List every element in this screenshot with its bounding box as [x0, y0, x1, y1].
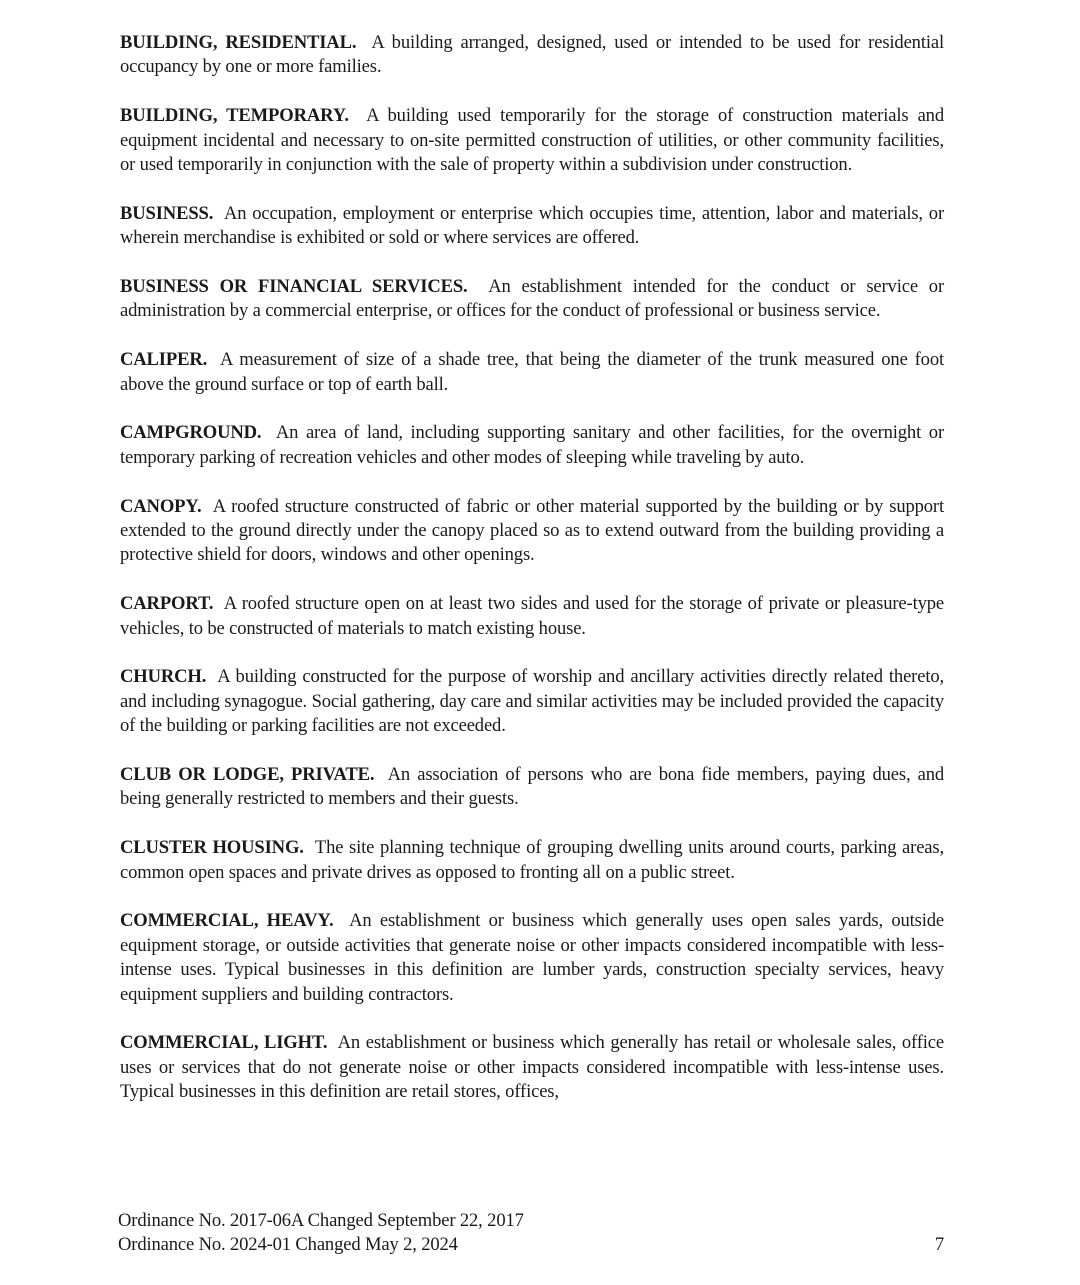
definition-term: BUSINESS OR FINANCIAL SERVICES [120, 276, 464, 298]
definition-term: CAMPGROUND [120, 422, 257, 444]
definition-term: BUSINESS [120, 202, 209, 224]
definition-term: CHURCH [120, 666, 202, 688]
definition-term: CARPORT [120, 593, 209, 615]
definition-entry: CANOPY. A roofed structure constructed of fabric or other material supported by the building or by support extended to the ground directly under the canopy placed so as to extend outward from the building providing a protective shield for doors, windows and other openings. [120, 495, 944, 566]
ordinance-note: Ordinance No. 2017-06A Changed September 22, 2017 [118, 1210, 524, 1231]
definition-text: The site planning technique of grouping dwelling units around courts, parking areas, common open spaces and private drives as opposed to fronting all on a public street. [120, 837, 944, 883]
definition-text: A building used temporarily for the storage of construction materials and equipment incidental and necessary to on-site permitted construction of utilities, or other community facilities, or used temporarily in conjunction with the sale of property within a subdivision under construction. [120, 105, 944, 176]
definition-term: COMMERCIAL, HEAVY [120, 910, 329, 932]
definition-term: CALIPER [120, 349, 203, 371]
definition-entry: CLUSTER HOUSING. The site planning technique of grouping dwelling units around courts, parking areas, common open spaces and private drives as opposed to fronting all on a public street. [120, 837, 944, 883]
definition-term: COMMERCIAL, LIGHT [120, 1032, 323, 1054]
definition-text: An establishment or business which generally has retail or wholesale sales, office uses or services that do not generate noise or other impacts considered incompatible with less-intense uses. Typical businesses in this definition are retail stores, offices, [120, 1032, 944, 1103]
definition-entry: COMMERCIAL, LIGHT. An establishment or business which generally has retail or wholesale sales, office uses or services that do not generate noise or other impacts considered incompatible with less-intense uses. Typical businesses in this definition are retail stores, offices, [120, 1032, 944, 1103]
definition-entry: BUILDING, TEMPORARY. A building used temporarily for the storage of construction materials and equipment incidental and necessary to on-site permitted construction of utilities, or other community facilities, or used temporarily in conjunction with the sale of property within a subdivision under construction. [120, 105, 944, 176]
definition-term: CANOPY [120, 495, 197, 517]
definition-entry: CHURCH. A building constructed for the purpose of worship and ancillary activities directly related thereto, and including synagogue. Social gathering, day care and similar activities may be included provided the capacity of the building or parking facilities are not exceeded. [120, 666, 944, 737]
definition-entry: COMMERCIAL, HEAVY. An establishment or business which generally uses open sales yards, outside equipment storage, or outside activities that generate noise or other impacts considered incompatible with less-intense uses. Typical businesses in this definition are lumber yards, construction specialty services, heavy equipment suppliers and building contractors. [120, 910, 944, 1005]
definition-entry: CALIPER. A measurement of size of a shade tree, that being the diameter of the trunk measured one foot above the ground surface or top of earth ball. [120, 349, 944, 395]
definition-term: CLUSTER HOUSING [120, 837, 300, 859]
definition-text: A building constructed for the purpose of worship and ancillary activities directly related thereto, and including synagogue. Social gathering, day care and similar activities may be included provided the capacity of the building or parking facilities are not exceeded. [120, 666, 944, 737]
definition-text: A roofed structure constructed of fabric or other material supported by the building or by support extended to the ground directly under the canopy placed so as to extend outward from the building providing a protective shield for doors, windows and other openings. [120, 495, 944, 566]
definition-text: An establishment intended for the conduct or service or administration by a commercial enterprise, or offices for the conduct of professional or business service. [120, 276, 944, 322]
definition-entry: BUSINESS. An occupation, employment or enterprise which occupies time, attention, labor and materials, or wherein merchandise is exhibited or sold or where services are offered. [120, 202, 944, 249]
ordinance-note: Ordinance No. 2024-01 Changed May 2, 2024 [118, 1234, 458, 1256]
definition-entry: BUSINESS OR FINANCIAL SERVICES. An establishment intended for the conduct or service or administration by a commercial enterprise, or offices for the conduct of professional or business service. [120, 276, 944, 322]
definition-entry: CARPORT. A roofed structure open on at least two sides and used for the storage of private or pleasure-type vehicles, to be constructed of materials to match existing house. [120, 593, 944, 639]
definition-text: A roofed structure open on at least two sides and used for the storage of private or pleasure-type vehicles, to be constructed of materials to match existing house. [120, 593, 944, 639]
definition-text: An establishment or business which generally uses open sales yards, outside equipment storage, or outside activities that generate noise or other impacts considered incompatible with less-intense uses. Typical businesses in this definition are lumber yards, construction specialty services, heavy equipment suppliers and building contractors. [120, 910, 944, 1005]
definition-text: An occupation, employment or enterprise which occupies time, attention, labor and materials, or wherein merchandise is exhibited or sold or where services are offered. [120, 202, 944, 249]
definition-text: A measurement of size of a shade tree, that being the diameter of the trunk measured one foot above the ground surface or top of earth ball. [120, 349, 944, 395]
definition-term: BUILDING, TEMPORARY [120, 105, 345, 127]
definition-entry: CAMPGROUND. An area of land, including supporting sanitary and other facilities, for the overnight or temporary parking of recreation vehicles and other modes of sleeping while traveling by auto. [120, 422, 944, 468]
definitions-list [120, 31, 944, 1129]
definition-text: A building arranged, designed, used or intended to be used for residential occupancy by one or more families. [120, 32, 944, 78]
definition-term: BUILDING, RESIDENTIAL [120, 32, 352, 53]
definition-entry: CLUB OR LODGE, PRIVATE. An association of persons who are bona fide members, paying dues, and being generally restricted to members and their guests. [120, 764, 944, 810]
definition-text: An association of persons who are bona fide members, paying dues, and being generally restricted to members and their guests. [120, 764, 944, 810]
page-footer [118, 1209, 944, 1258]
definition-text: An area of land, including supporting sanitary and other facilities, for the overnight or temporary parking of recreation vehicles and other modes of sleeping while traveling by auto. [120, 422, 944, 468]
definition-entry: BUILDING, RESIDENTIAL. A building arranged, designed, used or intended to be used for residential occupancy by one or more families. [120, 32, 944, 78]
definition-term: CLUB OR LODGE, PRIVATE [120, 764, 370, 786]
page-number: 7 [934, 1234, 944, 1256]
